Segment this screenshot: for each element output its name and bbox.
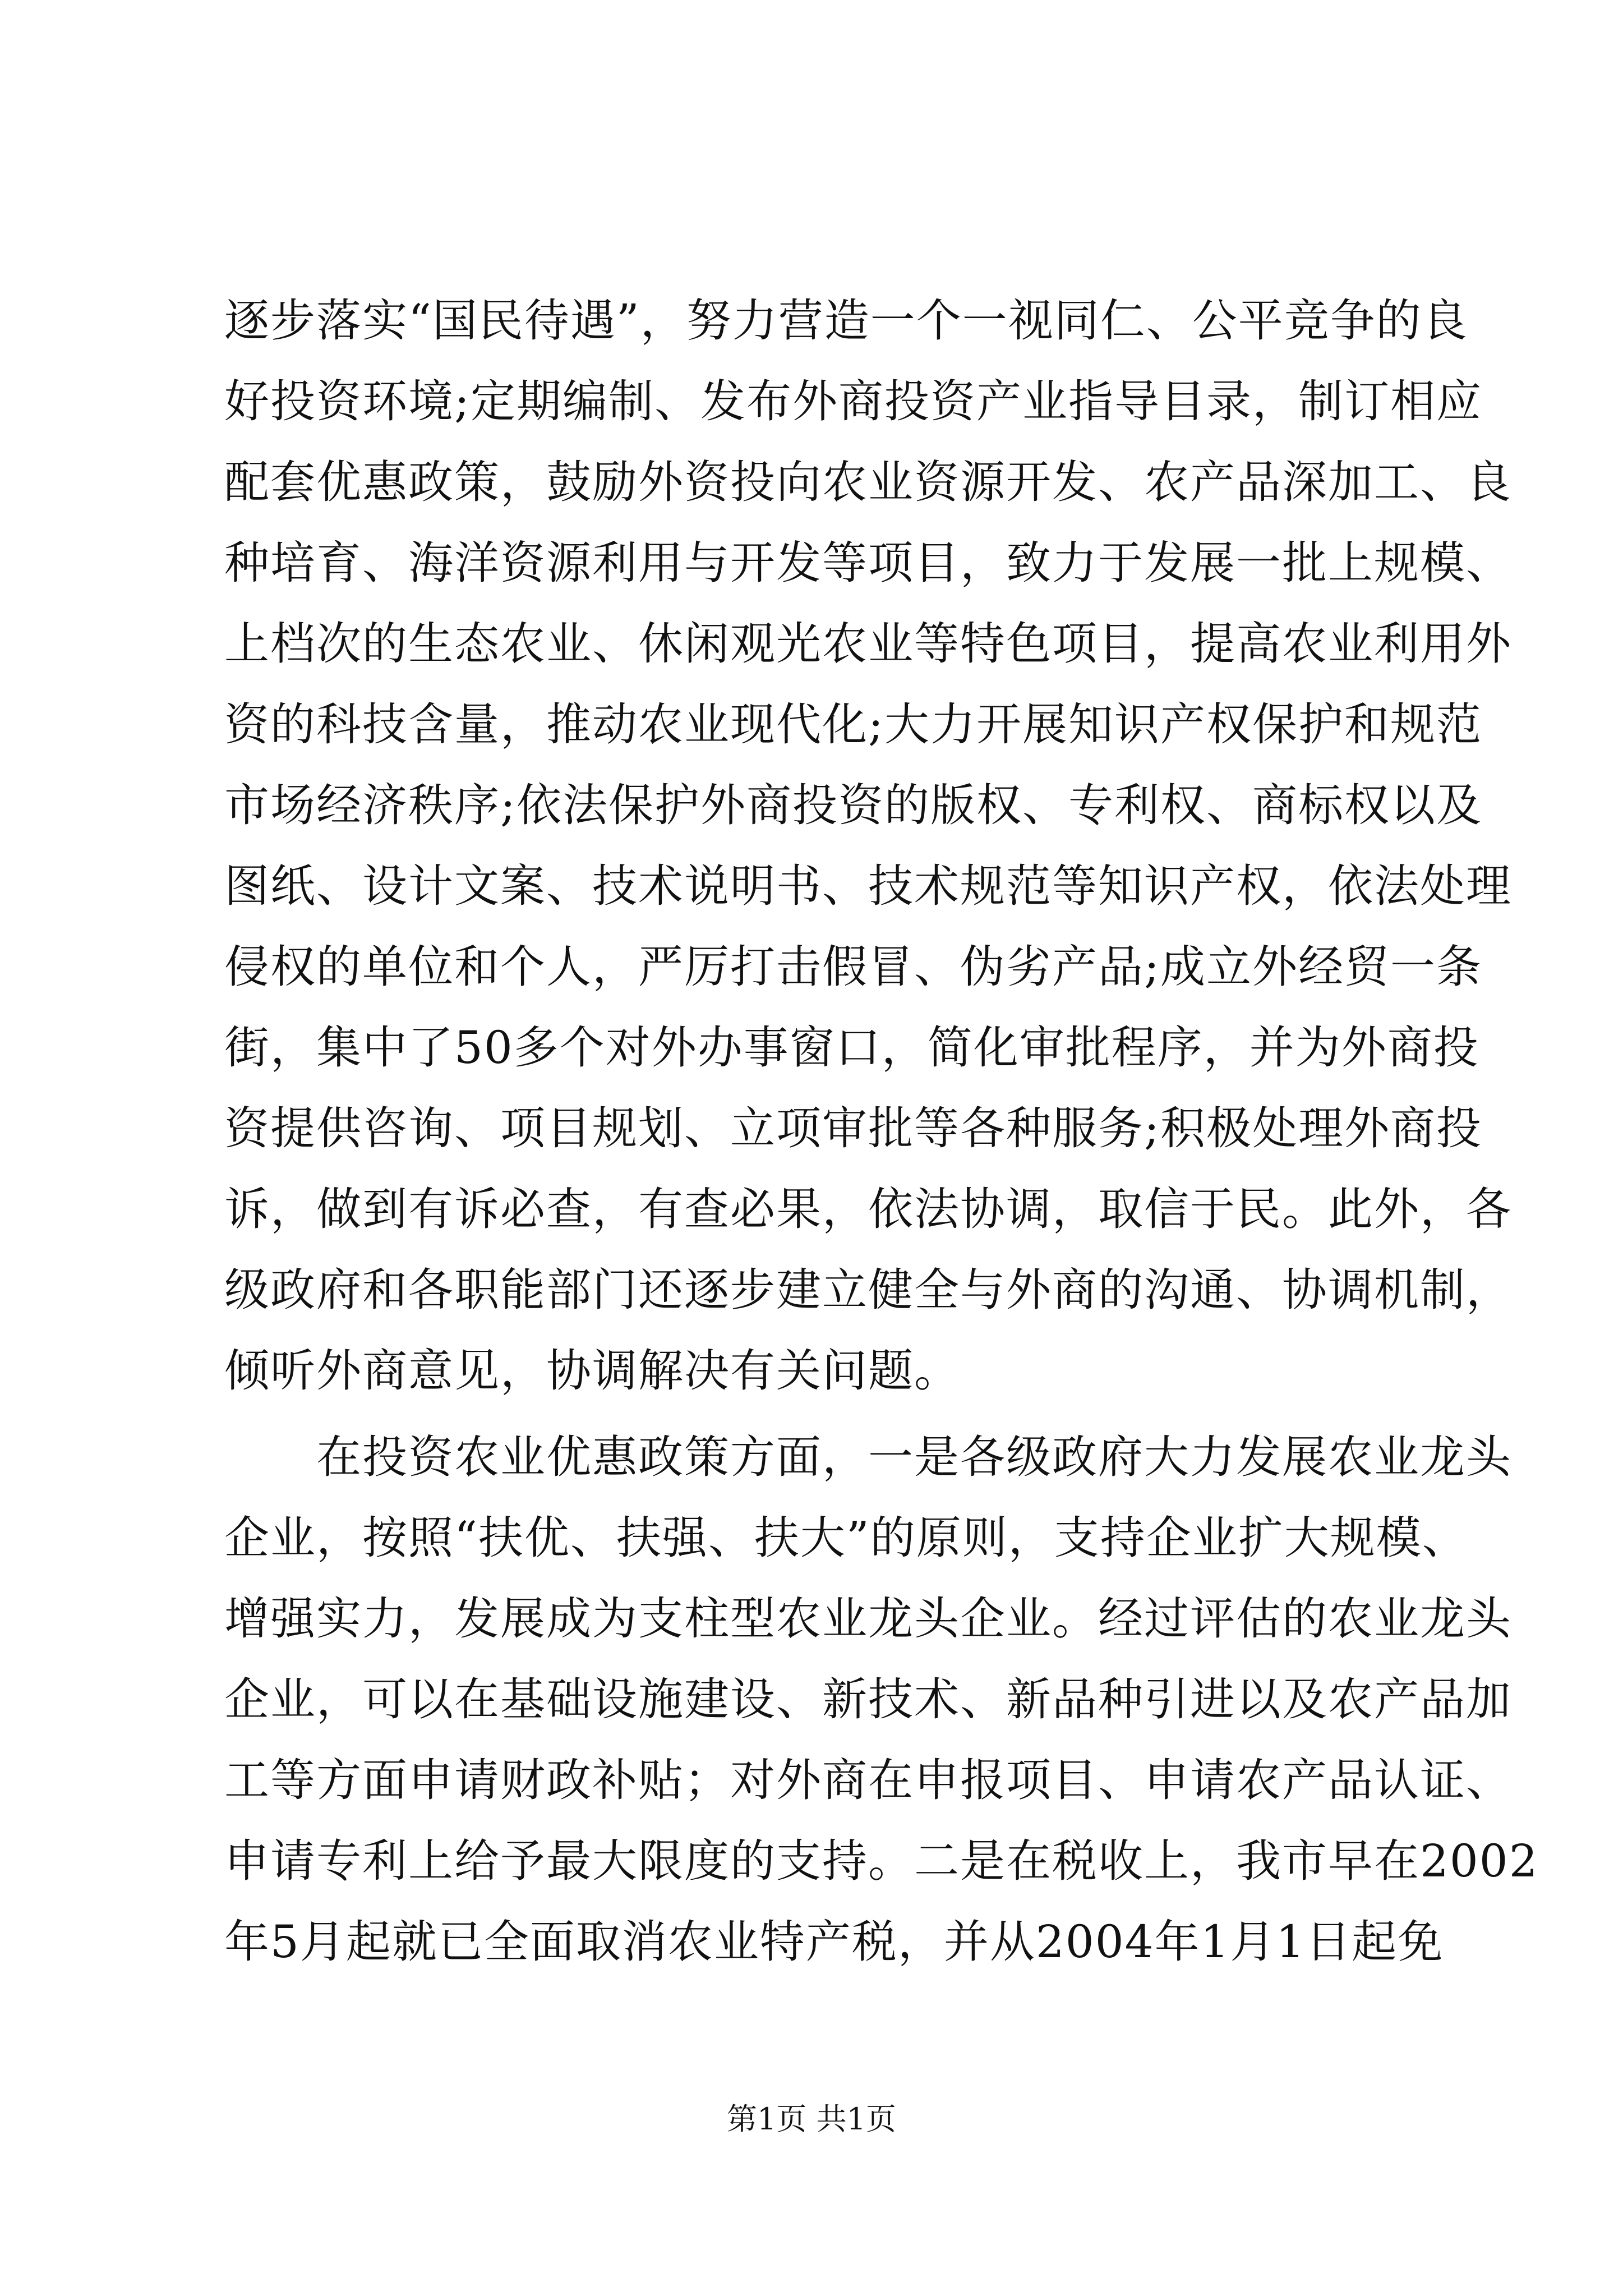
text-line: 增强实力，发展成为支柱型农业龙头企业。经过评估的农业龙头: [224, 1593, 1512, 1645]
text-line: 级政府和各职能部门还逐步建立健全与外商的沟通、协调机制，: [224, 1264, 1512, 1316]
page-footer: 第1页 共1页: [727, 2101, 896, 2137]
paragraph-2: [224, 1417, 1539, 1982]
text-line: 侵权的单位和个人，严厉打击假冒、伪劣产品;成立外经贸一条: [224, 941, 1482, 993]
text-line: 图纸、设计文案、技术说明书、技术规范等知识产权，依法处理: [224, 860, 1512, 912]
text-line: 资提供咨询、项目规划、立项审批等各种服务;积极处理外商投: [224, 1102, 1482, 1154]
text-line: 上档次的生态农业、休闲观光农业等特色项目，提高农业利用外: [224, 618, 1512, 670]
text-line: 申请专利上给予最大限度的支持。二是在税收上，我市早在2002: [224, 1835, 1539, 1887]
text-line: 种培育、海洋资源利用与开发等项目，致力于发展一批上规模、: [224, 537, 1512, 589]
text-line: 在投资农业优惠政策方面，一是各级政府大力发展农业龙头: [224, 1431, 1512, 1483]
text-line: 市场经济秩序;依法保护外商投资的版权、专利权、商标权以及: [224, 779, 1482, 831]
text-line: 企业，可以在基础设施建设、新技术、新品种引进以及农产品加: [224, 1673, 1512, 1726]
text-line: 诉，做到有诉必查，有查必果，依法协调，取信于民。此外，各: [224, 1183, 1512, 1235]
text-line: 资的科技含量，推动农业现代化;大力开展知识产权保护和规范: [224, 698, 1482, 751]
text-line: 年5月起就已全面取消农业特产税，并从2004年1月1日起免: [224, 1916, 1444, 1968]
text-line: 逐步落实“国民待遇”，努力营造一个一视同仁、公平竞争的良: [224, 295, 1468, 347]
text-line: 倾听外商意见，协调解决有关问题。: [224, 1345, 960, 1397]
document-body: [224, 280, 1539, 1982]
paragraph-gap: [224, 1411, 1436, 1417]
text-line: 好投资环境;定期编制、发布外商投资产业指导目录，制订相应: [224, 375, 1482, 427]
text-line: 企业，按照“扶优、扶强、扶大”的原则，支持企业扩大规模、: [224, 1512, 1468, 1564]
text-line: 街，集中了50多个对外办事窗口，简化审批程序，并为外商投: [224, 1022, 1479, 1074]
paragraph-1: [224, 280, 1512, 1411]
text-line: 配套优惠政策，鼓励外资投向农业资源开发、农产品深加工、良: [224, 456, 1512, 508]
text-line: 工等方面申请财政补贴；对外商在申报项目、申请农产品认证、: [224, 1754, 1512, 1806]
